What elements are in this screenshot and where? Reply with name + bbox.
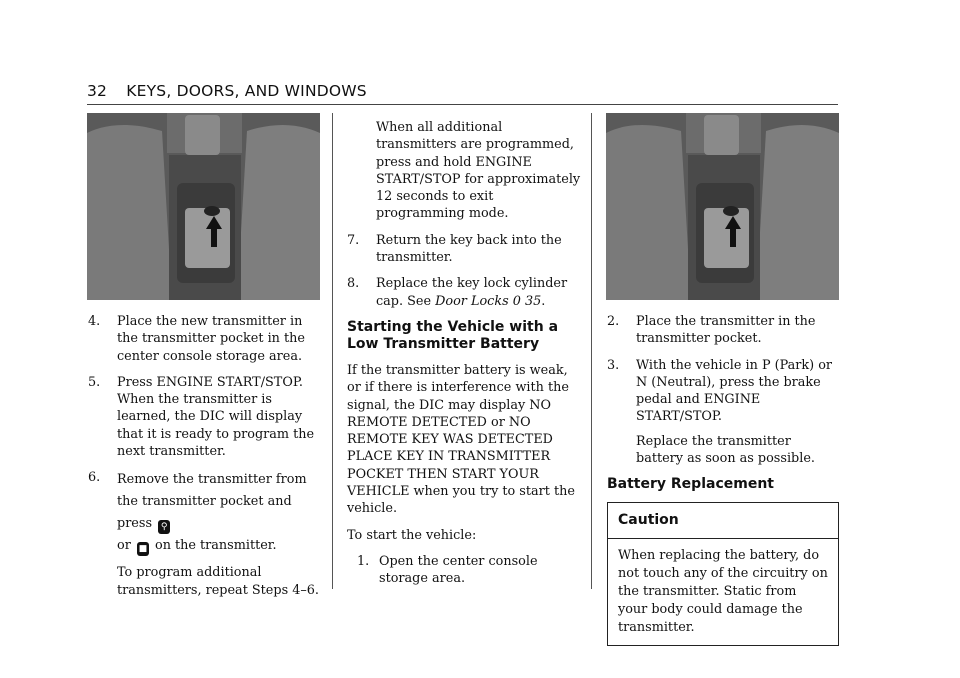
step-text: Place the transmitter in the transmitter pocket. — [636, 314, 816, 347]
step-text: Return the key back into the transmitter. — [376, 232, 562, 266]
step-text: Replace the key lock cylinder cap. See Door Locks 0 35. — [376, 276, 568, 309]
column-3 — [607, 313, 839, 646]
step-subtext: To program additional transmitters, repeat Steps 4–6. — [117, 565, 319, 598]
step-number: 3. — [607, 357, 620, 373]
page-number: 32 — [87, 82, 108, 100]
section-title: KEYS, DOORS, AND WINDOWS — [126, 82, 367, 100]
step-text: Place the new transmitter in the transmitter pocket in the center console storage area. — [117, 314, 305, 364]
door-locks-link[interactable]: Door Locks 0 35 — [435, 293, 542, 309]
console-illustration — [606, 113, 839, 300]
continued-text: When all additional transmitters are programmed, press and hold ENGINE START/STOP for approximately 12 seconds to exit programming mode. — [376, 120, 581, 222]
step-number: 4. — [88, 314, 101, 329]
step-8 — [347, 275, 583, 310]
intro-text: To start the vehicle: — [347, 527, 477, 543]
step-text: Press ENGINE START/STOP. When the transmitter is learned, the DIC will display that it is ready to program the next transmitter. — [117, 374, 315, 460]
step-5 — [88, 374, 324, 460]
body-paragraph: If the transmitter battery is weak, or if there is interference with the signal, the DIC may display NO REMOTE DETECTED or NO REMOTE KEY WAS DETECTED PLACE KEY IN TRANSMITTER POCKET THEN START YOUR VEHICLE when you try to start the vehicle. — [347, 362, 575, 517]
step-subtext: Replace the transmitter battery as soon as possible. — [636, 433, 815, 467]
column-1 — [88, 313, 324, 608]
step-4 — [88, 313, 324, 365]
step-6 — [88, 469, 324, 599]
step-text: Remove the transmitter from the transmitter pocket and press ⚲ or ■ on the transmitter. — [117, 472, 307, 555]
section-heading: Starting the Vehicle with a Low Transmitter Battery — [347, 318, 559, 353]
step-2 — [607, 313, 839, 348]
step-number: 1. — [357, 553, 370, 569]
column-divider-2 — [591, 113, 592, 589]
step-number: 6. — [88, 470, 101, 486]
console-photo-1 — [87, 113, 320, 300]
step-number: 7. — [347, 232, 360, 248]
column-divider-1 — [332, 113, 333, 589]
console-photo-2 — [606, 113, 839, 300]
step-number: 5. — [88, 374, 101, 390]
caution-text: When replacing the battery, do not touch any of the circuitry on the transmitter. Static from your body could damage the transmitter. — [618, 548, 828, 636]
header-divider — [87, 104, 838, 105]
lock-key-icon: ⚲ — [158, 520, 170, 534]
column-2 — [347, 119, 583, 597]
step-number: 8. — [347, 276, 360, 292]
step-1 — [357, 553, 583, 588]
page-header — [87, 82, 367, 100]
caution-title: Caution — [608, 503, 838, 539]
padlock-icon: ■ — [138, 544, 148, 555]
section-heading: Battery Replacement — [607, 476, 774, 493]
step-3 — [607, 357, 839, 468]
step-text: Open the center console storage area. — [379, 553, 538, 587]
step-7 — [347, 232, 583, 267]
console-illustration — [87, 113, 320, 300]
caution-box — [607, 502, 839, 646]
step-number: 2. — [607, 314, 620, 329]
step-text: With the vehicle in P (Park) or N (Neutral), press the brake pedal and ENGINE START/STOP. — [636, 357, 833, 425]
